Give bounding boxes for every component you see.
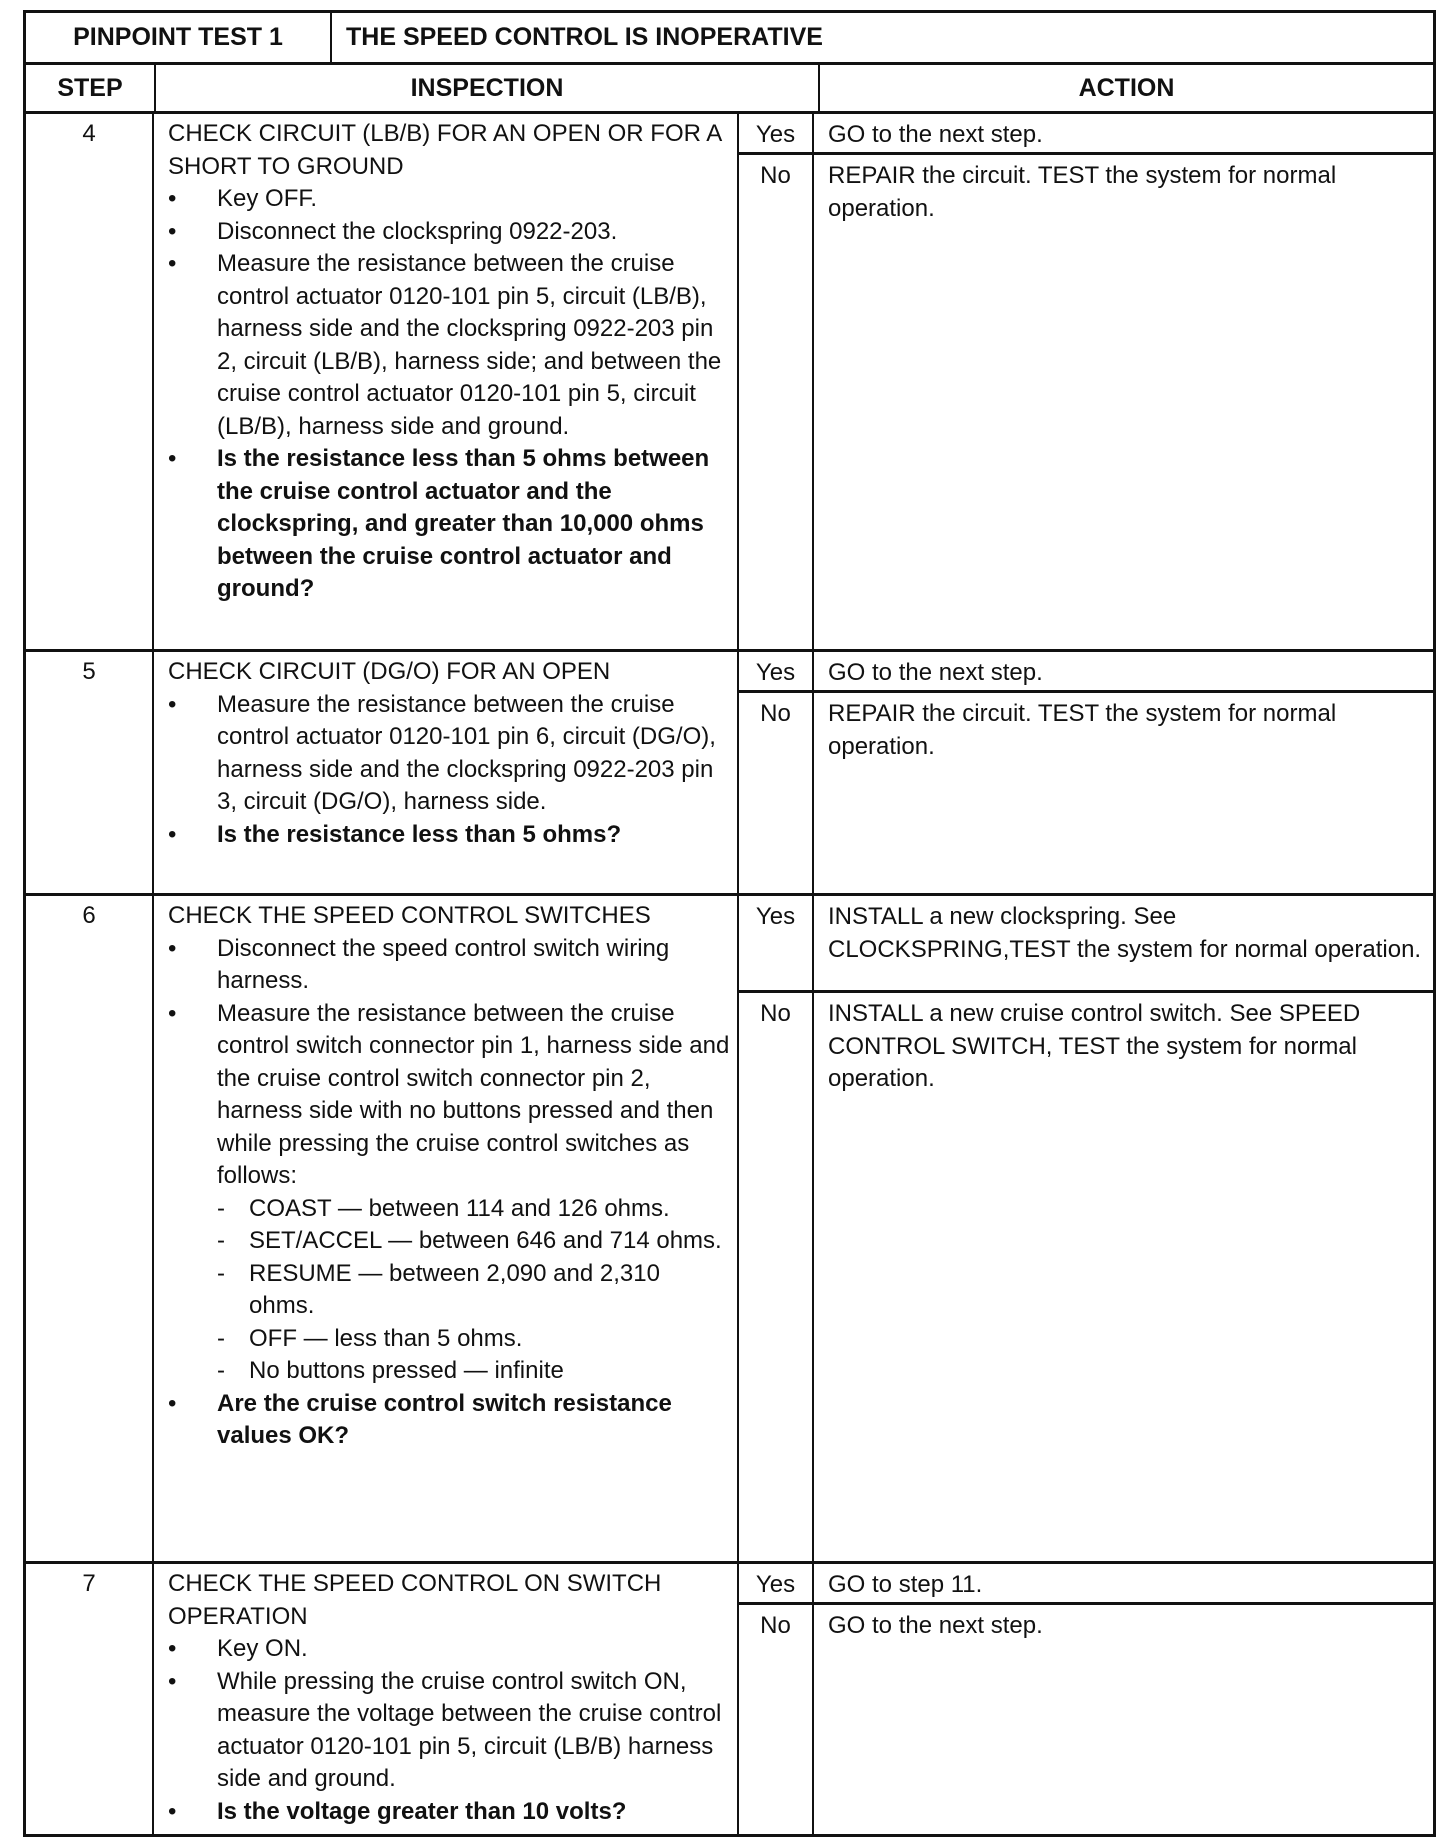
bullet-icon: • [168,445,177,472]
question-item: • Is the voltage greater than 10 volts? [168,1796,731,1829]
inspection-heading: CHECK THE SPEED CONTROL SWITCHES [168,902,651,929]
answers-cell [739,114,1433,649]
column-headers [26,65,1433,114]
inspection-cell [154,652,739,893]
answers-cell [739,1564,1433,1834]
no-row [739,693,1433,893]
inspection-heading: CHECK CIRCUIT (DG/O) FOR AN OPEN [168,658,611,685]
test-description: THE SPEED CONTROL IS INOPERATIVE [346,23,823,51]
yes-row [739,1564,1433,1605]
inspection-cell [154,1564,739,1834]
yes-row [739,652,1433,693]
dash-icon: - [217,1357,225,1384]
dash-icon: - [217,1324,225,1352]
no-label: No [739,693,814,893]
yes-label: Yes [739,114,814,152]
bullet-icon: • [168,999,177,1027]
bullet-item: • Measure the resistance between the cruise control switch connector pin 1, harness side and the cruise control switch connector pin 2, harness side with no buttons pressed and then while pressing the cruise control switches as follows: [168,998,731,1193]
bullet-icon: • [168,1797,177,1825]
step-number: 5 [26,652,154,893]
pinpoint-test-table [23,10,1436,1837]
step-row-5 [26,652,1433,896]
inspection-heading: CHECK THE SPEED CONTROL ON SWITCH OPERATION [168,1570,662,1630]
answers-cell [739,652,1433,893]
sub-item: - COAST — between 114 and 126 ohms. [168,1193,731,1226]
step-row-4 [26,114,1433,652]
bullet-item: • While pressing the cruise control switch ON, measure the voltage between the cruise control actuator 0120-101 pin 5, circuit (LB/B) harness side and ground. [168,1666,731,1796]
sub-item: - RESUME — between 2,090 and 2,310 ohms. [168,1258,731,1323]
step-row-6 [26,896,1433,1564]
header-inspection: INSPECTION [156,65,820,111]
title-row [26,13,1433,65]
header-step: STEP [26,65,156,111]
no-label: No [739,155,814,649]
no-action: REPAIR the circuit. TEST the system for normal operation. [828,162,1337,222]
step-number: 4 [26,114,154,649]
no-row [739,155,1433,649]
bullet-icon: • [168,1389,177,1417]
bullet-icon: • [168,1635,177,1662]
header-action: ACTION [1078,73,1175,102]
yes-action: INSTALL a new clockspring. See CLOCKSPRING,TEST the system for normal operation. [828,903,1422,963]
yes-row [739,896,1433,993]
bullet-icon: • [168,934,177,962]
inspection-cell [154,896,739,1561]
bullet-icon: • [168,217,177,245]
no-label: No [739,993,814,1561]
question-item: • Is the resistance less than 5 ohms? [168,819,731,852]
bullet-icon: • [168,820,177,848]
question-item: • Is the resistance less than 5 ohms between the cruise control actuator and the clockspring, and greater than 10,000 ohms between the cruise control actuator and ground? [168,443,731,606]
yes-action: GO to the next step. [828,121,1043,148]
no-action: INSTALL a new cruise control switch. See SPEED CONTROL SWITCH, TEST the system for normal operation. [828,1000,1361,1092]
step-row-7 [26,1564,1433,1834]
sub-item: - No buttons pressed — infinite [168,1355,731,1388]
bullet-item: • Measure the resistance between the cruise control actuator 0120-101 pin 5, circuit (LB/B), harness side and the clockspring 0922-203 pin 2, circuit (LB/B), harness side; and between the cruise control actuator 0120-101 pin 5, circuit (LB/B), harness side and ground. [168,248,731,443]
no-row [739,1605,1433,1834]
dash-icon: - [217,1194,225,1222]
bullet-icon: • [168,1667,177,1695]
sub-item: - OFF — less than 5 ohms. [168,1323,731,1356]
yes-label: Yes [739,1564,814,1602]
bullet-item: • Measure the resistance between the cruise control actuator 0120-101 pin 6, circuit (DG/O), harness side and the clockspring 0922-203 pin 3, circuit (DG/O), harness side. [168,689,731,819]
bullet-item: • Key OFF. [168,183,731,216]
bullet-item: • Disconnect the speed control switch wiring harness. [168,933,731,998]
no-action: REPAIR the circuit. TEST the system for normal operation. [828,700,1337,760]
answers-cell [739,896,1433,1561]
bullet-icon: • [168,250,177,277]
yes-label: Yes [739,896,814,990]
bullet-item: • Disconnect the clockspring 0922-203. [168,216,731,249]
bullet-item: • Key ON. [168,1633,731,1666]
bullet-icon: • [168,185,177,212]
inspection-heading: CHECK CIRCUIT (LB/B) FOR AN OPEN OR FOR A SHORT TO GROUND [168,120,721,180]
test-label: PINPOINT TEST 1 [26,13,332,62]
dash-icon: - [217,1227,225,1254]
question-item: • Are the cruise control switch resistance values OK? [168,1388,731,1453]
yes-action: GO to the next step. [828,659,1043,686]
dash-icon: - [217,1259,225,1287]
no-action: GO to the next step. [828,1612,1043,1639]
yes-row [739,114,1433,155]
bullet-icon: • [168,690,177,718]
no-label: No [739,1605,814,1834]
no-row [739,993,1433,1561]
yes-action: GO to step 11. [828,1571,983,1598]
yes-label: Yes [739,652,814,690]
step-number: 6 [26,896,154,1561]
sub-item: - SET/ACCEL — between 646 and 714 ohms. [168,1225,731,1258]
step-number: 7 [26,1564,154,1834]
inspection-cell [154,114,739,649]
